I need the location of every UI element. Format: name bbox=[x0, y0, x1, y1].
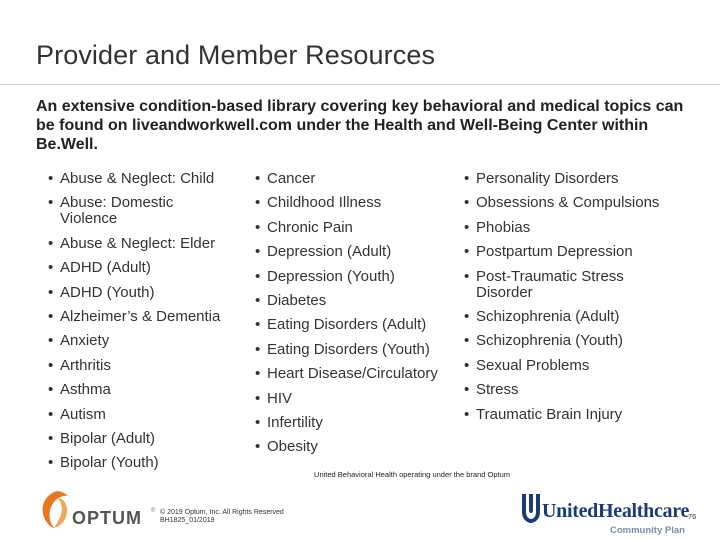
list-item: • Schizophrenia (Adult) bbox=[464, 309, 704, 325]
list-item: • Heart Disease/Circulatory bbox=[255, 366, 455, 382]
document-code: BH1825_01/2019 bbox=[160, 517, 215, 524]
list-item: • Infertility bbox=[255, 415, 455, 431]
list-item: • Asthma bbox=[48, 382, 238, 398]
list-item: • HIV bbox=[255, 391, 455, 407]
list-item: • Cancer bbox=[255, 171, 455, 187]
list-item: • Personality Disorders bbox=[464, 171, 704, 187]
list-item: • Depression (Adult) bbox=[255, 244, 455, 260]
list-item: • Stress bbox=[464, 382, 704, 398]
list-item: • Chronic Pain bbox=[255, 220, 455, 236]
uhc-community-plan: Community Plan bbox=[610, 525, 685, 536]
intro-paragraph: An extensive condition-based library covering key behavioral and medical topics can be found on liveandworkwell.com under the Health and Well-Being Center within Be.Well. bbox=[36, 98, 684, 153]
list-item: • ADHD (Adult) bbox=[48, 260, 238, 276]
list-item: • Abuse & Neglect: Child bbox=[48, 171, 238, 187]
topics-column-1 bbox=[48, 171, 238, 480]
list-item: • Sexual Problems bbox=[464, 358, 704, 374]
list-item: • Schizophrenia (Youth) bbox=[464, 333, 704, 349]
list-item: • Eating Disorders (Youth) bbox=[255, 342, 455, 358]
list-item: • Eating Disorders (Adult) bbox=[255, 317, 455, 333]
list-item: • Arthritis bbox=[48, 358, 238, 374]
optum-mark-icon bbox=[38, 490, 70, 530]
slide-title: Provider and Member Resources bbox=[36, 40, 436, 70]
list-item: • Anxiety bbox=[48, 333, 238, 349]
list-item: • Obsessions & Compulsions bbox=[464, 195, 704, 211]
list-item: • Depression (Youth) bbox=[255, 269, 455, 285]
page-number: 76 bbox=[688, 512, 697, 521]
list-item: • Autism bbox=[48, 407, 238, 423]
topics-column-3 bbox=[464, 171, 704, 431]
list-item: • Obesity bbox=[255, 439, 455, 455]
optum-wordmark: OPTUM bbox=[72, 508, 142, 528]
list-item: • Bipolar (Adult) bbox=[48, 431, 238, 447]
unitedhealthcare-logo bbox=[520, 492, 700, 538]
title-divider bbox=[0, 84, 720, 85]
list-item: • ADHD (Youth) bbox=[48, 285, 238, 301]
list-item: • Alzheimer’s & Dementia bbox=[48, 309, 238, 325]
list-item: • Abuse & Neglect: Elder bbox=[48, 236, 238, 252]
list-item: • Bipolar (Youth) bbox=[48, 455, 238, 471]
list-item: • Diabetes bbox=[255, 293, 455, 309]
optum-logo bbox=[38, 490, 158, 530]
topics-column-2 bbox=[255, 171, 455, 464]
list-item: • Traumatic Brain Injury bbox=[464, 407, 704, 423]
copyright-block bbox=[160, 509, 284, 525]
uhc-mark-icon bbox=[520, 492, 542, 524]
uhc-wordmark: UnitedHealthcare bbox=[542, 500, 690, 522]
list-item: • Phobias bbox=[464, 220, 704, 236]
registered-mark: ® bbox=[151, 508, 156, 514]
list-item: • Postpartum Depression bbox=[464, 244, 704, 260]
list-item: • Abuse: Domestic Violence bbox=[48, 195, 190, 227]
brand-footnote: United Behavioral Health operating under the brand Optum bbox=[314, 470, 510, 479]
copyright-text: © 2019 Optum, Inc. All Rights Reserved bbox=[160, 509, 284, 516]
list-item: • Post-Traumatic Stress Disorder bbox=[464, 269, 641, 301]
list-item: • Childhood Illness bbox=[255, 195, 455, 211]
